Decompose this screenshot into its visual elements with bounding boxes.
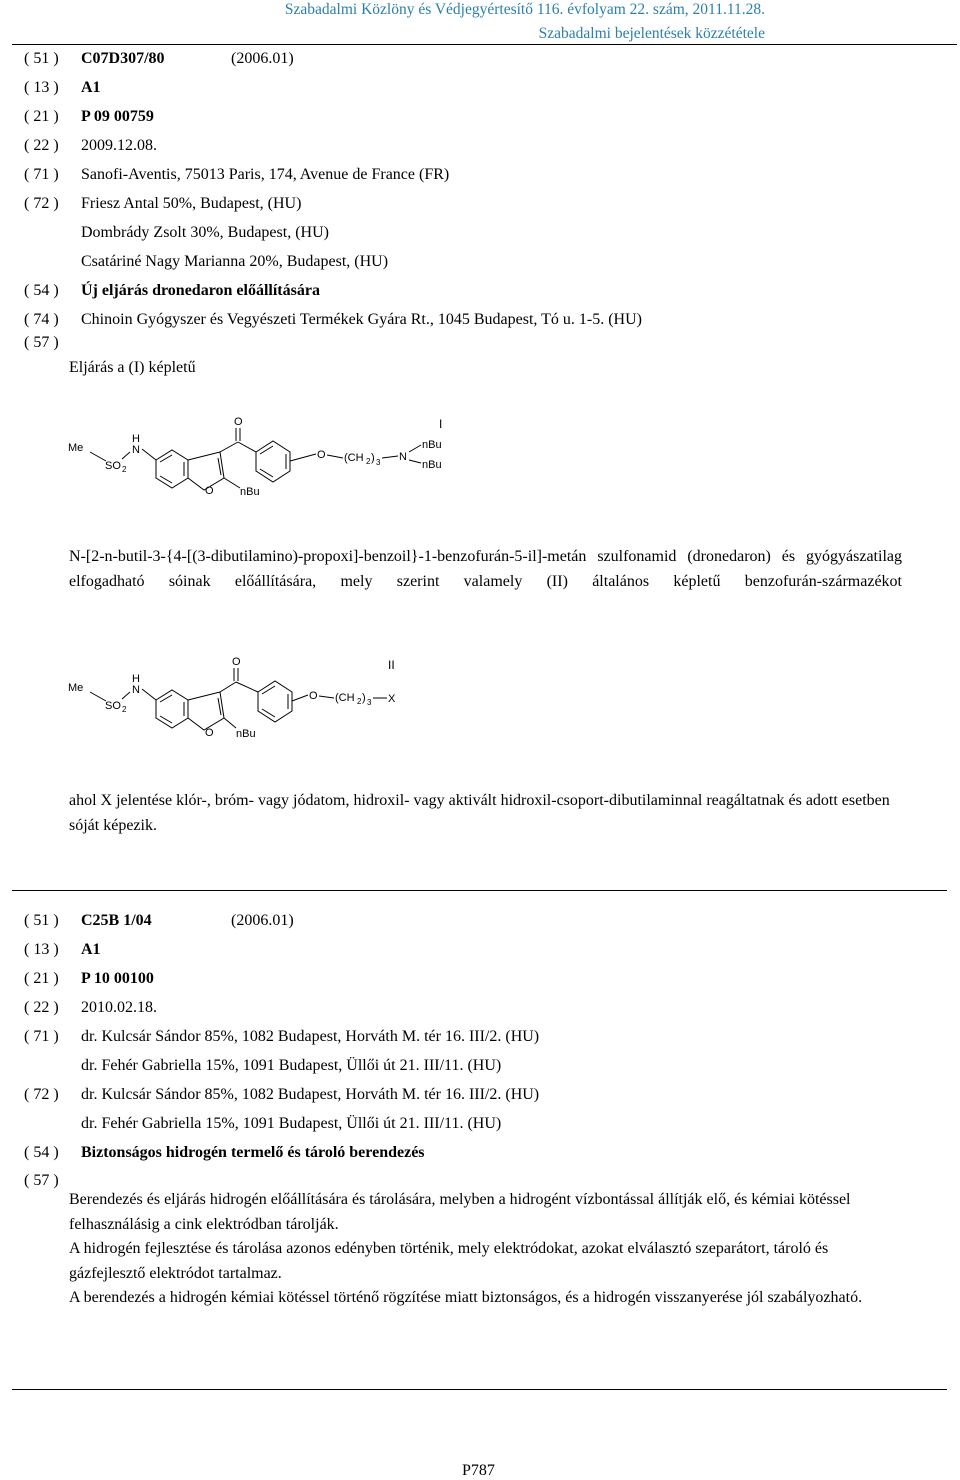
abstract-intro: Eljárás a (I) képletű bbox=[69, 359, 196, 376]
bond bbox=[224, 718, 236, 728]
carbonyl-oxygen-label: O bbox=[232, 656, 241, 668]
field-code: ( 51 ) bbox=[24, 912, 59, 929]
ipc-class: C07D307/80 bbox=[81, 50, 165, 67]
section-title: Szabadalmi bejelentések közzététele bbox=[538, 25, 765, 42]
sulfonyl-subscript: 2 bbox=[122, 705, 127, 714]
field-code: ( 22 ) bbox=[24, 999, 59, 1016]
structural-formula-ii bbox=[60, 652, 420, 752]
nitrogen-label: N bbox=[132, 444, 140, 456]
phenyl-ring bbox=[258, 681, 292, 722]
bond bbox=[292, 695, 308, 701]
abstract-paragraph: A hidrogén fejlesztése és tárolása azonos edényben történik, mely elektródokat, azokat elválasztó szeparátort, tároló és gázfejlesztő elektródot tartalmaz. bbox=[69, 1240, 829, 1282]
application-number: P 10 00100 bbox=[81, 970, 154, 987]
methylene-paren: ) bbox=[371, 452, 375, 464]
double-bond bbox=[260, 469, 273, 477]
butyl-label: nBu bbox=[240, 486, 260, 498]
applicant: Sanofi-Aventis, 75013 Paris, 174, Avenue de France (FR) bbox=[81, 166, 450, 183]
bond bbox=[122, 692, 130, 699]
field-code: ( 71 ) bbox=[24, 1028, 59, 1045]
bond bbox=[382, 456, 398, 458]
sulfonyl-subscript: 2 bbox=[122, 465, 127, 474]
butyl-label: nBu bbox=[236, 728, 256, 740]
bond bbox=[224, 478, 240, 488]
methylene-subscript: 2 bbox=[357, 697, 362, 706]
nitrogen-label: N bbox=[132, 684, 140, 696]
filing-date: 2010.02.18. bbox=[81, 999, 157, 1016]
methylene-subscript: 2 bbox=[366, 457, 371, 466]
field-code: ( 54 ) bbox=[24, 1144, 59, 1161]
bond bbox=[290, 454, 316, 461]
bond bbox=[122, 452, 130, 459]
formula-label: II bbox=[388, 658, 395, 672]
field-code: ( 54 ) bbox=[24, 282, 59, 299]
field-code: ( 72 ) bbox=[24, 195, 59, 212]
hydrogen-label: H bbox=[132, 433, 140, 445]
field-code: ( 72 ) bbox=[24, 1086, 59, 1103]
benzene-ring bbox=[156, 450, 188, 488]
bond bbox=[409, 460, 421, 463]
applicant: dr. Kulcsár Sándor 85%, 1082 Budapest, Horváth M. tér 16. III/2. (HU) bbox=[81, 1028, 540, 1045]
bond bbox=[90, 452, 106, 461]
invention-title: Biztonságos hidrogén termelő és tároló berendezés bbox=[81, 1144, 425, 1161]
ring-oxygen-label: O bbox=[205, 485, 214, 497]
application-number: P 09 00759 bbox=[81, 108, 154, 125]
field-code: ( 22 ) bbox=[24, 137, 59, 154]
methylene-label: (CH bbox=[344, 452, 364, 464]
bond bbox=[327, 455, 343, 458]
representative: Chinoin Gyógyszer és Vegyészeti Termékek Gyára Rt., 1045 Budapest, Tó u. 1-5. (HU) bbox=[81, 311, 642, 328]
journal-title: Szabadalmi Közlöny és Védjegyértesítő 116. évfolyam 22. szám, 2011.11.28. bbox=[284, 1, 765, 18]
bond bbox=[236, 682, 258, 692]
bond bbox=[238, 442, 256, 452]
bond bbox=[220, 442, 238, 452]
field-code: ( 13 ) bbox=[24, 79, 59, 96]
ether-oxygen-label: O bbox=[317, 449, 326, 461]
carbonyl-oxygen-label: O bbox=[234, 416, 243, 428]
methylene-paren: ) bbox=[362, 692, 366, 704]
field-code: ( 13 ) bbox=[24, 941, 59, 958]
filing-date: 2009.12.08. bbox=[81, 137, 157, 154]
leaving-group-label: X bbox=[388, 693, 396, 705]
field-code: ( 57 ) bbox=[24, 1172, 59, 1189]
entry-separator bbox=[12, 890, 947, 891]
invention-title: Új eljárás dronedaron előállítására bbox=[81, 282, 320, 299]
ipc-date: (2006.01) bbox=[231, 50, 294, 67]
bond bbox=[142, 689, 156, 700]
page-number: P787 bbox=[462, 1462, 495, 1479]
double-bond bbox=[218, 698, 221, 715]
ring-oxygen-label: O bbox=[205, 727, 214, 739]
document-kind: A1 bbox=[81, 941, 101, 958]
field-code: ( 74 ) bbox=[24, 311, 59, 328]
inventor: Csatáriné Nagy Marianna 20%, Budapest, (HU) bbox=[81, 253, 389, 270]
header-rule bbox=[12, 44, 957, 45]
sulfonyl-label: SO bbox=[105, 460, 121, 472]
field-code: ( 21 ) bbox=[24, 970, 59, 987]
structural-formula-i bbox=[60, 412, 480, 508]
butyl-label: nBu bbox=[422, 439, 442, 451]
double-bond bbox=[262, 709, 275, 717]
benzene-ring bbox=[156, 690, 188, 728]
hydrogen-label: H bbox=[132, 673, 140, 685]
butyl-label: nBu bbox=[422, 459, 442, 471]
applicant: dr. Fehér Gabriella 15%, 1091 Budapest, Üllői út 21. III/11. (HU) bbox=[81, 1057, 502, 1074]
inventor: dr. Fehér Gabriella 15%, 1091 Budapest, Üllői út 21. III/11. (HU) bbox=[81, 1115, 502, 1132]
document-kind: A1 bbox=[81, 79, 101, 96]
ether-oxygen-label: O bbox=[309, 690, 318, 702]
sulfonyl-label: SO bbox=[105, 700, 121, 712]
ipc-date: (2006.01) bbox=[231, 912, 294, 929]
field-code: ( 57 ) bbox=[24, 334, 59, 351]
footer-rule bbox=[12, 1389, 947, 1390]
abstract-paragraph: A berendezés a hidrogén kémiai kötéssel történő rögzítése miatt biztonságos, és a hidrogén visszanyerése jól szabályozható. bbox=[69, 1289, 863, 1306]
abstract-paragraph: Berendezés és eljárás hidrogén előállítására és tárolására, melyben a hidrogént vízbontással állítják elő, és kémiai kötéssel felhasználásig a cink elektródban tárolják. bbox=[69, 1191, 851, 1233]
methyl-label: Me bbox=[68, 442, 84, 454]
double-bond bbox=[262, 686, 275, 694]
formula-label: I bbox=[439, 417, 443, 431]
inventor: Dombrády Zsolt 30%, Budapest, (HU) bbox=[81, 224, 329, 241]
methylene-label: (CH bbox=[335, 692, 355, 704]
ipc-class: C25B 1/04 bbox=[81, 912, 152, 929]
inventor: dr. Kulcsár Sándor 85%, 1082 Budapest, Horváth M. tér 16. III/2. (HU) bbox=[81, 1086, 540, 1103]
bond bbox=[90, 692, 106, 701]
field-code: ( 51 ) bbox=[24, 50, 59, 67]
furan-ring bbox=[188, 692, 224, 730]
double-bond bbox=[260, 446, 273, 454]
inventor: Friesz Antal 50%, Budapest, (HU) bbox=[81, 195, 302, 212]
methyl-label: Me bbox=[68, 682, 84, 694]
abstract-paragraph: ahol X jelentése klór-, bróm- vagy jódatom, hidroxil- vagy aktivált hidroxil-csoport-dibutilaminnal reagáltatnak és adott esetben sóját képezik. bbox=[69, 792, 890, 834]
bond bbox=[319, 696, 334, 698]
chain-length: 3 bbox=[367, 698, 372, 707]
amine-nitrogen-label: N bbox=[399, 451, 407, 463]
phenyl-ring bbox=[256, 441, 290, 482]
bond bbox=[142, 449, 156, 460]
chain-length: 3 bbox=[376, 458, 381, 467]
bond bbox=[409, 445, 421, 452]
abstract-paragraph: N-[2-n-butil-3-{4-[(3-dibutilamino)-propoxi]-benzoil}-1-benzofurán-5-il]-metán szulfonamid (dronedaron) és gyógyászatilag elfogadható sóinak előállítására, mely szerint valamely (II) általános képletű benzofurán-származékot bbox=[69, 548, 902, 590]
bond bbox=[220, 682, 236, 692]
double-bond bbox=[218, 458, 221, 475]
field-code: ( 71 ) bbox=[24, 166, 59, 183]
field-code: ( 21 ) bbox=[24, 108, 59, 125]
